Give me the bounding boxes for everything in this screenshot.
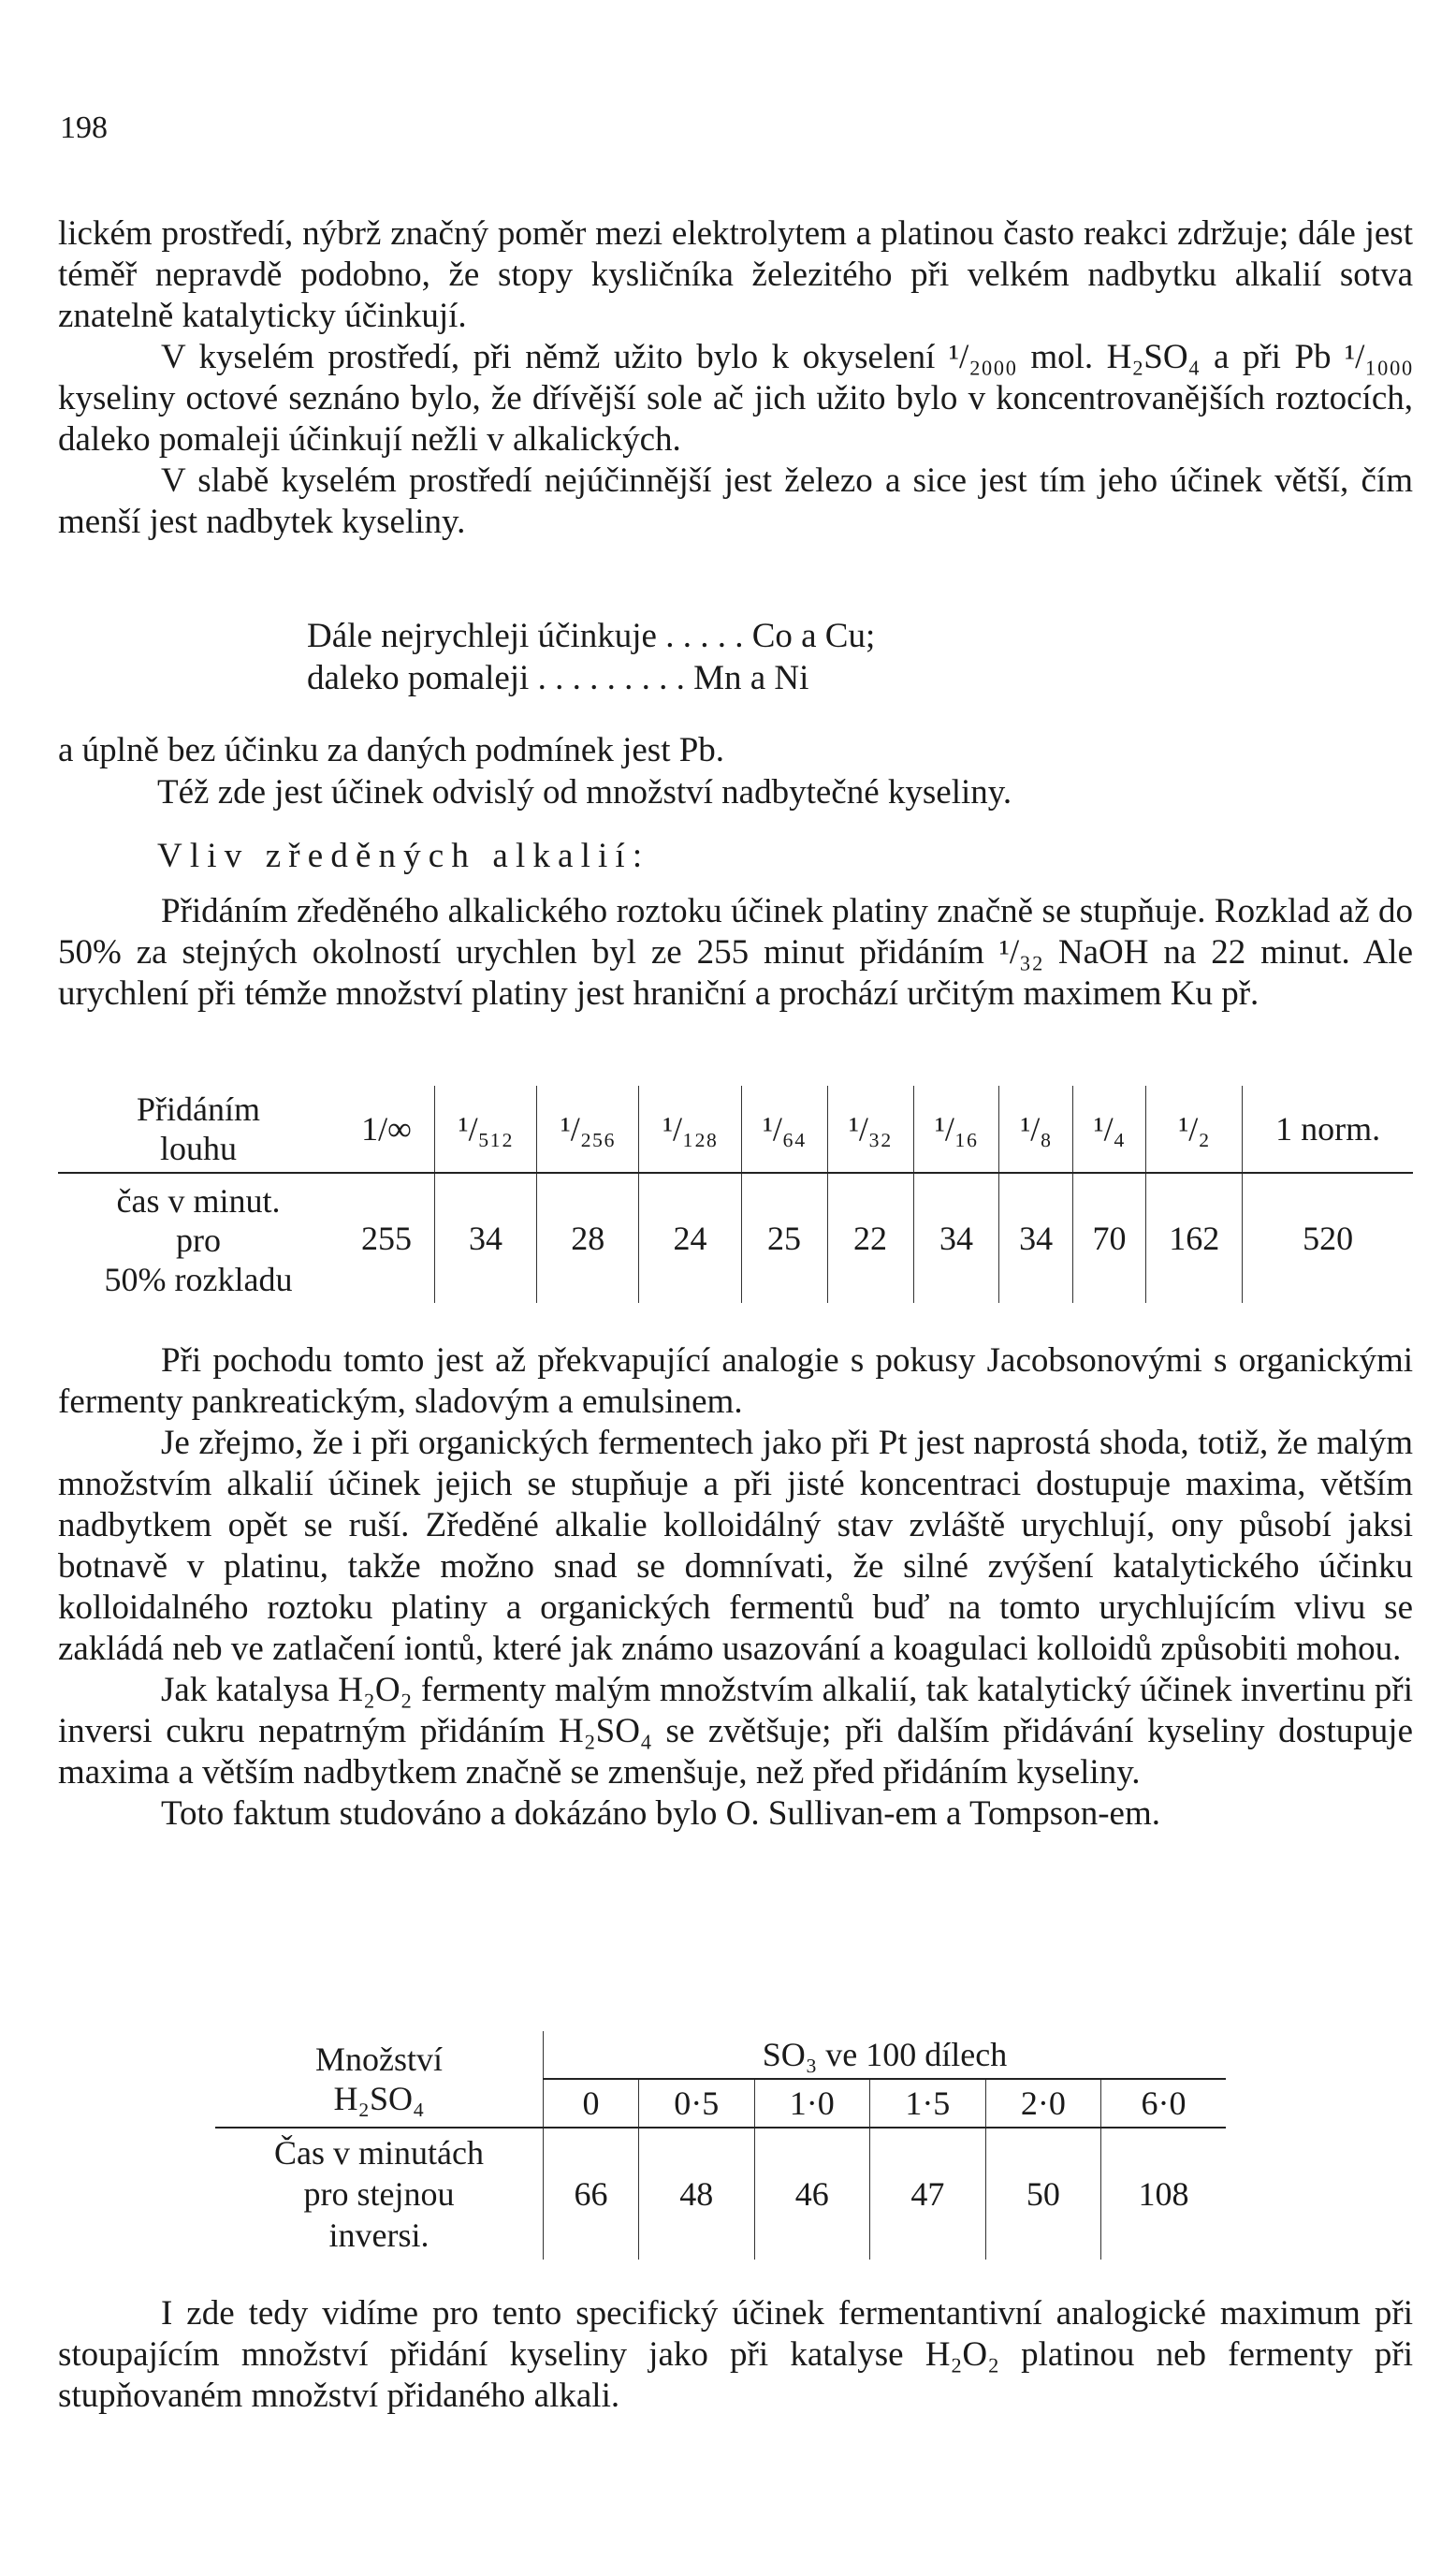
table2-col-header: 0·5 [639, 2079, 755, 2128]
list-line-1: Dále nejrychleji účinkuje . . . . . Co a Cu; [307, 617, 876, 655]
table2-header-label [215, 2031, 544, 2128]
table-cell: 22 [827, 1173, 913, 1303]
table2-cell: 108 [1138, 2175, 1189, 2213]
header-label-line-1: Přidáním [137, 1090, 260, 1128]
col-header: ¹/₅₁₂ [434, 1086, 536, 1173]
table2-group-row [215, 2031, 1226, 2079]
also-line: Též zde jest účinek odvislý od množství nadbytečné kyseliny. [157, 773, 1012, 812]
col-header: ¹/₆₄ [741, 1086, 827, 1173]
col-header: 1 norm. [1243, 1086, 1413, 1173]
table-alkali [58, 1086, 1413, 1303]
table-inversion [215, 2031, 1226, 2260]
paragraph-faktum: Toto faktum studováno a dokázáno bylo O. Sullivan-em a Tompson-em. [161, 1794, 1160, 1833]
section-heading: Vliv zředěných alkalií: [157, 837, 650, 875]
col-header: 1/∞ [339, 1086, 434, 1173]
table2-col-header: 1·5 [870, 2079, 986, 2128]
paragraph-alkali: Přidáním zředěného alkalického roztoku účinek platiny značně se stupňuje. Rozklad až do 50% za stejných okolností urychlen byl ze 255 minut přidáním ¹/₃₂ NaOH na 22 minut. Ale urychlení při témže množství platiny jest hraniční a prochází určitým maximem Ku př. [58, 892, 1413, 1013]
table2-cell: 66 [544, 2128, 639, 2260]
col-header: ¹/₂₅₆ [537, 1086, 639, 1173]
page-number: 198 [60, 110, 108, 145]
table2-row-label [215, 2128, 544, 2260]
table2-cell: 50 [985, 2128, 1101, 2260]
table2-col-header: 0 [544, 2079, 639, 2128]
paragraph-jacobson: Při pochodu tomto jest až překvapující analogie s pokusy Jacobsonovými s organickými fermenty pankreatickým, sladovým a emulsinem. [58, 1341, 1413, 1421]
paragraph-1: lickém prostředí, nýbrž značný poměr mezi elektrolytem a platinou často reakci zdržuje; dále jest téměř nepravdě podobno, že stopy kysličníka železitého při velkém nadbytku alkalií sotva znatelně katalyticky účinkují. [58, 214, 1413, 335]
table2-row-label-line-1: Čas v minutách [274, 2134, 484, 2172]
list-line-2: daleko pomaleji . . . . . . . . . Mn a Ni [307, 659, 809, 697]
table2-cell: 46 [754, 2128, 870, 2260]
col-header: ¹/₄ [1072, 1086, 1145, 1173]
paragraph-fermenty: Je zřejmo, že i při organických fermentech jako při Pt jest naprostá shoda, totiž, že malým množstvím alkalií účinek jejich se stupňuje a při jisté koncentraci dostupuje maxima, větším nadbytkem opět se ruší. Zředěné alkalie kolloidálný stav zvláště urychlují, ony působí jaksi botnavě v platinu, takže možno snad se domnívati, že silné zvýšení katalytického účinku kolloidalného roztoku platiny a organických fermentů buď na tomto urychlujícím vlivu se zakládá neb ve zatlačení iontů, které jak známo usazování a koagulaci kolloidů způsobiti mohou. [58, 1424, 1413, 1668]
table2-col-header: 6·0 [1101, 2079, 1226, 2128]
after-list-line: a úplně bez účinku za daných podmínek jest Pb. [58, 731, 725, 769]
paragraph-3: V slabě kyselém prostředí nejúčinnější jest železo a sice jest tím jeho účinek větší, čím menší jest nadbytek kyseliny. [58, 461, 1413, 541]
table-cell: 255 [339, 1173, 434, 1303]
text-block-alkali [58, 891, 1413, 1015]
table-cell: 34 [913, 1173, 999, 1303]
paragraph-katalysa: Jak katalysa H₂O₂ fermenty malým množstvím alkalií, tak katalytický účinek invertinu při inversi cukru nepatrným přidáním H₂SO₄ se zvětšuje; při dalším přidávání kyseliny dostupuje maxima a větším nadbytkem značně se zmenšuje, než před přidáním kyseliny. [58, 1671, 1413, 1792]
table-cell: 28 [537, 1173, 639, 1303]
table-header-label [58, 1086, 339, 1173]
table2-col-header: 1·0 [754, 2079, 870, 2128]
table-cell: 520 [1303, 1220, 1354, 1257]
row-label-line-1: čas v minut. [116, 1182, 281, 1220]
table-row-label [58, 1173, 339, 1303]
table-cell: 34 [434, 1173, 536, 1303]
row-label-line-2: pro [176, 1221, 221, 1259]
table2-data-row [215, 2128, 1226, 2260]
table-header-row [58, 1086, 1413, 1173]
table2-cell: 47 [870, 2128, 986, 2260]
table2-cell: 48 [639, 2128, 755, 2260]
table2-row-label-line-3: inversi. [328, 2216, 430, 2254]
table2-header-line-1: Množství [314, 2041, 443, 2078]
text-block-final [58, 2293, 1413, 2417]
table2-row-label-line-2: pro stejnou [303, 2175, 455, 2213]
table-cell: 70 [1072, 1173, 1145, 1303]
col-header: ¹/₃₂ [827, 1086, 913, 1173]
text-block-2 [58, 1340, 1413, 1835]
table2-group-header: SO₃ ve 100 dílech [544, 2031, 1227, 2079]
col-header: ¹/₈ [999, 1086, 1072, 1173]
col-header: ¹/₂ [1146, 1086, 1243, 1173]
text-block-1 [58, 213, 1413, 543]
paragraph-final: I zde tedy vidíme pro tento specifický účinek fermentantivní analogické maximum při stoupajícím množství přidání kyseliny jako při katalyse H₂O₂ platinou neb fermenty při stupňovaném množství přidaného alkali. [58, 2294, 1413, 2415]
table-cell: 162 [1146, 1173, 1243, 1303]
paragraph-2: V kyselém prostředí, při němž užito bylo k okyselení ¹/₂₀₀₀ mol. H₂SO₄ a při Pb ¹/₁₀₀₀ kyseliny octové seznáno bylo, že dřívější sole ač jich užito bylo v koncentrovanějších roztocích, daleko pomaleji účinkují nežli v alkalických. [58, 338, 1413, 459]
col-header: ¹/₁₆ [913, 1086, 999, 1173]
table2-col-header: 2·0 [985, 2079, 1101, 2128]
col-header: ¹/₁₂₈ [639, 1086, 741, 1173]
header-label-line-2: louhu [159, 1130, 237, 1167]
table2-header-line-2: H₂SO₄ [333, 2080, 425, 2117]
table-cell: 24 [639, 1173, 741, 1303]
table-cell: 25 [741, 1173, 827, 1303]
table-data-row [58, 1173, 1413, 1303]
table-cell: 34 [999, 1173, 1072, 1303]
row-label-line-3: 50% rozkladu [104, 1261, 293, 1298]
